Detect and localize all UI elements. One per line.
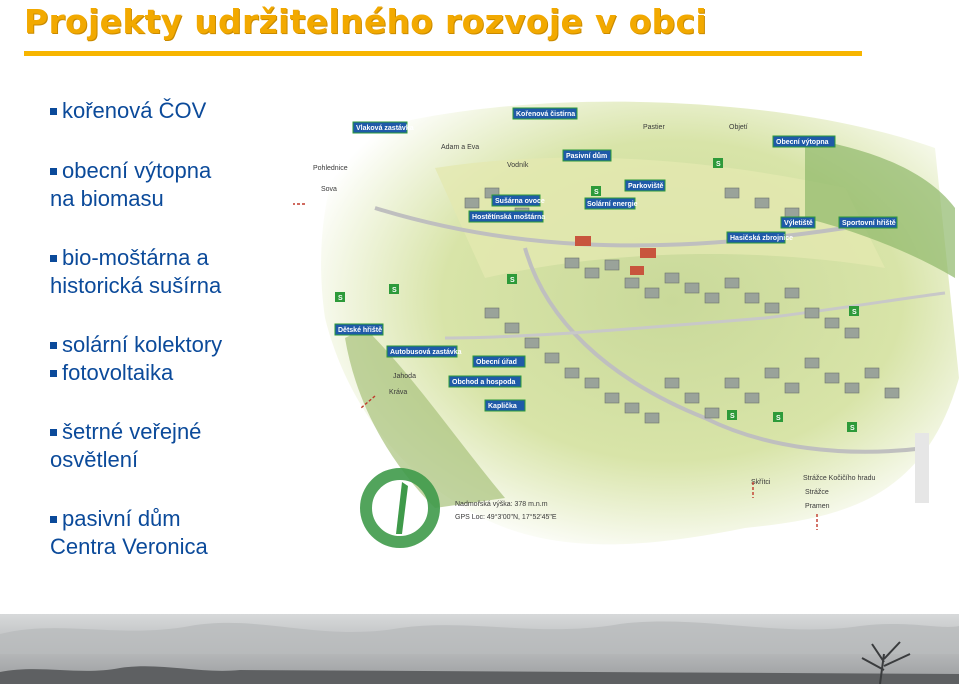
village-map	[285, 78, 959, 608]
compass-icon	[366, 474, 434, 542]
label-gps: GPS Loc: 49°3'00"N, 17°52'45"E	[455, 514, 557, 521]
s-badge: S	[852, 309, 857, 316]
label-kaplicka: Kaplička	[488, 403, 517, 410]
bullet-text: osvětlení	[50, 447, 139, 472]
title-underline	[24, 51, 862, 56]
label-obecni-urad: Obecní úřad	[476, 359, 517, 366]
label-susarna: Sušárna ovoce	[495, 198, 545, 205]
bullet-text: Centra Veronica	[50, 534, 208, 559]
label-krava: Kráva	[389, 389, 408, 396]
s-badge: S	[730, 413, 735, 420]
bottom-landscape-strip	[0, 614, 959, 684]
label-autobusova: Autobusová zastávka	[390, 349, 462, 356]
bullet-item	[50, 98, 206, 124]
bullet-square-icon	[50, 429, 57, 436]
label-mostarna: Hostětínská moštárna	[472, 214, 546, 221]
label-sportovni: Sportovní hřiště	[842, 220, 896, 227]
bullet-square-icon	[50, 516, 57, 523]
label-strazce: Strážce	[805, 489, 829, 496]
label-strazce-hradu: Strážce Kočičího hradu	[803, 475, 876, 482]
bullet-item	[50, 332, 222, 358]
bullet-square-icon	[50, 370, 57, 377]
bullet-item-cont	[50, 447, 138, 473]
bullet-item-cont	[50, 186, 164, 212]
label-nadmorska: Nadmořská výška: 378 m.n.m	[455, 501, 548, 508]
label-pasivni: Pasivní dům	[566, 153, 608, 160]
bullet-square-icon	[50, 108, 57, 115]
bullet-text: na biomasu	[50, 186, 164, 211]
bullet-item-cont	[50, 534, 208, 560]
bullet-item	[50, 360, 173, 386]
label-jahoda: Jahoda	[393, 373, 416, 380]
s-badge: S	[392, 287, 397, 294]
s-badge: S	[594, 189, 599, 196]
bullet-text: fotovoltaika	[62, 360, 174, 385]
bullet-text: obecní výtopna	[62, 158, 212, 183]
label-solarni: Solární energie	[587, 201, 638, 208]
s-badge: S	[510, 277, 515, 284]
bullet-text: pasivní dům	[62, 506, 181, 531]
bullet-text: kořenová ČOV	[62, 98, 207, 123]
bullet-text: šetrné veřejné	[62, 419, 202, 444]
s-badge: S	[716, 161, 721, 168]
bullet-text: solární kolektory	[62, 332, 223, 357]
bullet-text: historická sušírna	[50, 273, 222, 298]
bullet-item	[50, 419, 201, 445]
bullet-text: bio-moštárna a	[62, 245, 209, 270]
bullet-item	[50, 245, 209, 271]
label-detske: Dětské hřiště	[338, 327, 382, 334]
label-vyletiste: Výletiště	[784, 220, 813, 227]
s-badge: S	[776, 415, 781, 422]
label-korenova: Kořenová čistírna	[516, 111, 576, 118]
s-badge: S	[338, 295, 343, 302]
bullet-item	[50, 506, 181, 532]
credit-strip	[915, 433, 929, 503]
label-obchod: Obchod a hospoda	[452, 379, 516, 386]
label-objeti: Objetí	[729, 124, 748, 131]
label-pohlednice: Pohlednice	[313, 165, 348, 172]
bullet-item-cont	[50, 273, 221, 299]
label-obecni-vytopna: Obecní výtopna	[776, 139, 829, 146]
bullet-square-icon	[50, 342, 57, 349]
label-vlakova: Vlaková zastávka	[356, 125, 414, 132]
label-parkoviste: Parkoviště	[628, 183, 664, 190]
label-vodnik: Vodník	[507, 162, 529, 169]
bullet-item	[50, 158, 211, 184]
label-skritci: Skřítci	[751, 479, 771, 486]
label-adam: Adam a Eva	[441, 144, 480, 151]
label-hasicska: Hasičská zbrojnice	[730, 235, 794, 242]
label-pastier: Pastier	[643, 124, 665, 131]
bullet-square-icon	[50, 168, 57, 175]
s-badge: S	[850, 425, 855, 432]
label-pramen: Pramen	[805, 503, 830, 510]
page-title: Projekty udržitelného rozvoje v obci	[24, 2, 707, 41]
label-sova: Sova	[321, 186, 337, 193]
bullet-square-icon	[50, 255, 57, 262]
